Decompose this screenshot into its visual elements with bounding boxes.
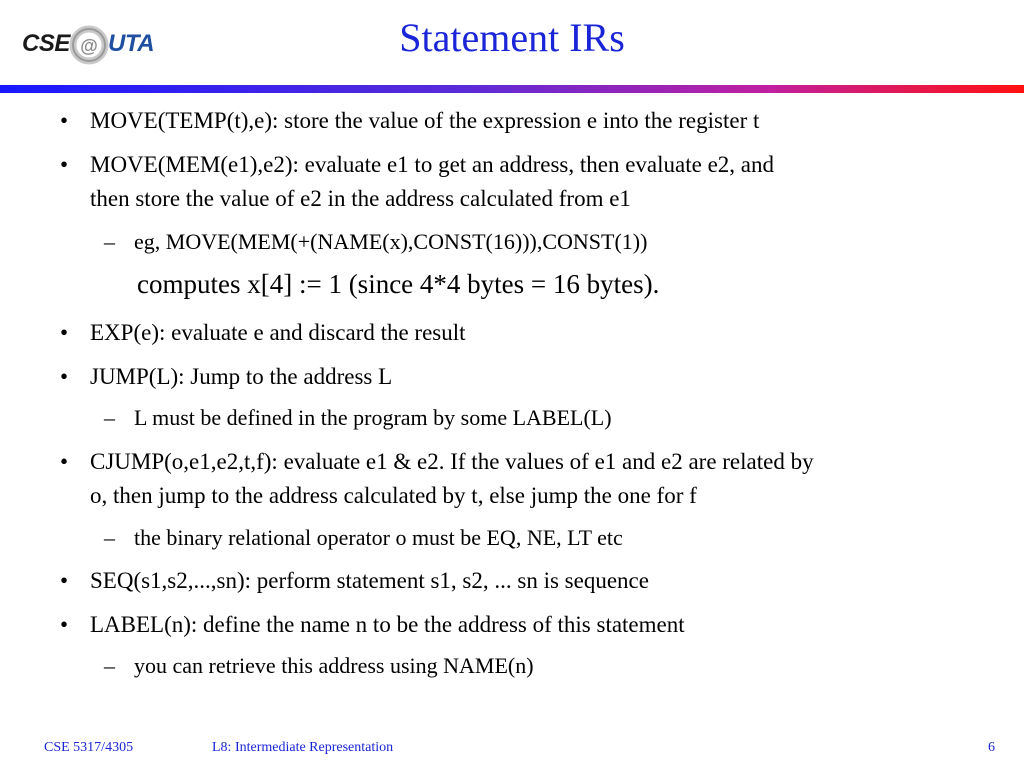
sub-bullet-text: you can retrieve this address using NAME(n) [134,653,534,678]
bullet-text-line-2: then store the value of e2 in the address calculated from e1 [90,186,631,211]
bullet-text-line-1: CJUMP(o,e1,e2,t,f): evaluate e1 & e2. If the values of e1 and e2 are related by [90,449,814,474]
bullet-cjump [60,445,995,513]
sub-bullet-text: the binary relational operator o must be EQ, NE, LT etc [134,525,623,550]
sub-bullet-retrieve-address [104,650,994,682]
sub-bullet-text: eg, MOVE(MEM(+(NAME(x),CONST(16))),CONST(1)) [134,229,648,254]
logo-uta-text: UTA [108,30,155,57]
bullet-marker: • [60,108,69,133]
bullet-marker: • [60,152,69,177]
sub-bullet-marker: – [104,229,115,254]
bullet-text: SEQ(s1,s2,...,sn): perform statement s1, s2, ... sn is sequence [90,568,649,593]
footer-course: CSE 5317/4305 [44,740,134,755]
bullet-label [60,608,995,642]
sub-bullet-relational-operator [104,522,994,554]
bullet-marker: • [60,364,69,389]
title-divider [0,85,1024,93]
footer-page-number: 6 [988,740,995,755]
sub-bullet-move-example [104,226,994,258]
bullet-move-mem [60,148,995,216]
slide-title: Statement IRs [399,15,625,60]
sub-bullet-text: L must be defined in the program by some LABEL(L) [134,405,612,430]
bullet-text-line-2: o, then jump to the address calculated by t, else jump the one for f [90,483,697,508]
example-explanation: computes x[4] := 1 (since 4*4 bytes = 16 bytes). [137,269,660,299]
sub-bullet-label-defined [104,402,994,434]
bullet-jump [60,360,995,394]
bullet-marker: • [60,612,69,637]
footer-lecture-title: L8: Intermediate Representation [212,740,394,755]
logo-cse-text: CSE [22,30,70,57]
sub-bullet-marker: – [104,653,115,678]
bullet-text: JUMP(L): Jump to the address L [90,364,393,389]
bullet-exp [60,316,995,350]
logo-ring-text: @ [80,36,98,56]
bullet-text: EXP(e): evaluate e and discard the result [90,320,466,345]
bullet-marker: • [60,320,69,345]
bullet-text: MOVE(TEMP(t),e): store the value of the expression e into the register t [90,108,760,133]
bullet-marker: • [60,568,69,593]
bullet-move-temp [60,104,995,138]
bullet-text-line-1: MOVE(MEM(e1),e2): evaluate e1 to get an address, then evaluate e2, and [90,152,774,177]
sub-bullet-marker: – [104,405,115,430]
bullet-seq [60,564,995,598]
sub-bullet-marker: – [104,525,115,550]
bullet-text: LABEL(n): define the name n to be the address of this statement [90,612,685,637]
bullet-marker: • [60,449,69,474]
